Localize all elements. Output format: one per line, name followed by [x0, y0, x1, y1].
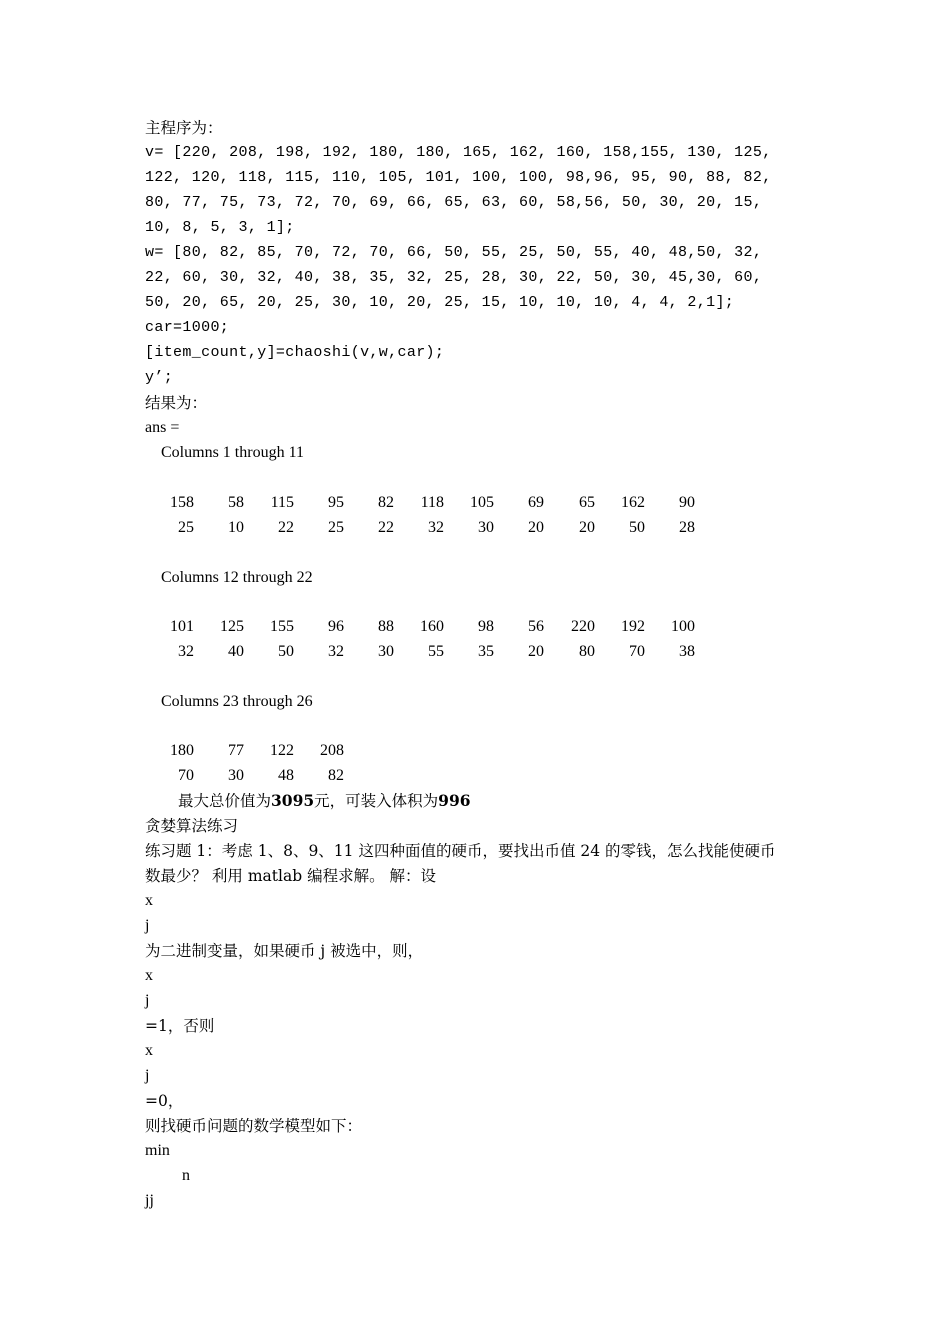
matrix-cell: 220	[571, 618, 595, 635]
matrix-row	[145, 617, 745, 637]
section-title: 贪婪算法练习	[145, 817, 239, 835]
matrix-cell: 65	[579, 494, 595, 511]
summary-prefix: 最大总价值为	[178, 792, 272, 810]
matrix-cell: 69	[528, 494, 544, 511]
matrix-cell: 58	[228, 494, 244, 511]
matrix-cell: 98	[478, 618, 494, 635]
matrix-row	[145, 493, 745, 513]
variable-x: x	[145, 1042, 153, 1059]
matrix-cell: 70	[178, 767, 194, 784]
matrix-cell: 30	[378, 643, 394, 660]
matrix-cell: 95	[328, 494, 344, 511]
matrix-cell: 10	[228, 519, 244, 536]
matrix-cell: 50	[278, 643, 294, 660]
matrix-cell: 125	[220, 618, 244, 635]
body-text: =0，	[145, 1092, 184, 1110]
code-line: 22, 60, 30, 32, 40, 38, 35, 32, 25, 28, 30, 22, 50, 30, 45,30, 60,	[145, 269, 763, 286]
matrix-cell: 55	[428, 643, 444, 660]
matrix-cell: 208	[320, 742, 344, 759]
code-line: 80, 77, 75, 73, 72, 70, 69, 66, 65, 63, 60, 58,56, 50, 30, 20, 15,	[145, 194, 763, 211]
matrix-cell: 160	[420, 618, 444, 635]
matrix-cell: 90	[679, 494, 695, 511]
exercise-text: 数最少？ 利用 matlab 编程求解。 解：设	[145, 867, 436, 885]
columns-header: Columns 12 through 22	[161, 569, 313, 586]
code-line: car=1000;	[145, 319, 230, 336]
matrix-cell: 25	[178, 519, 194, 536]
matrix-cell: 162	[621, 494, 645, 511]
body-text: =1，否则	[145, 1017, 215, 1035]
body-text: 为二进制变量，如果硬币 j 被选中，则，	[145, 942, 424, 960]
matrix-cell: 30	[478, 519, 494, 536]
variable-x: x	[145, 892, 153, 909]
matrix-row	[145, 518, 745, 538]
body-text: 则找硬币问题的数学模型如下：	[145, 1117, 363, 1135]
matrix-cell: 155	[270, 618, 294, 635]
matrix-cell: 180	[170, 742, 194, 759]
matrix-cell: 22	[378, 519, 394, 536]
matrix-cell: 48	[278, 767, 294, 784]
ans-label: ans =	[145, 419, 180, 436]
summary-volume: 996	[438, 791, 471, 810]
matrix-cell: 35	[478, 643, 494, 660]
code-line: 122, 120, 118, 115, 110, 105, 101, 100, 100, 98,96, 95, 90, 88, 82,	[145, 169, 772, 186]
matrix-cell: 101	[170, 618, 194, 635]
matrix-cell: 82	[378, 494, 394, 511]
matrix-cell: 82	[328, 767, 344, 784]
matrix-cell: 38	[679, 643, 695, 660]
matrix-cell: 192	[621, 618, 645, 635]
matrix-cell: 115	[270, 494, 294, 511]
variable-x: x	[145, 967, 153, 984]
matrix-cell: 50	[629, 519, 645, 536]
summary-value: 3095	[271, 791, 315, 810]
min-label: min	[145, 1142, 170, 1159]
code-line: [item_count,y]=chaoshi(v,w,car);	[145, 344, 445, 361]
matrix-cell: 158	[170, 494, 194, 511]
matrix-cell: 70	[629, 643, 645, 660]
variable-subscript-j: j	[145, 992, 150, 1009]
matrix-row	[145, 766, 745, 786]
result-label: 结果为：	[145, 394, 208, 412]
matrix-cell: 56	[528, 618, 544, 635]
matrix-cell: 77	[228, 742, 244, 759]
matrix-cell: 25	[328, 519, 344, 536]
matrix-cell: 32	[428, 519, 444, 536]
matrix-cell: 88	[378, 618, 394, 635]
matrix-cell: 122	[270, 742, 294, 759]
matrix-cell: 100	[671, 618, 695, 635]
matrix-cell: 32	[328, 643, 344, 660]
matrix-cell: 20	[528, 519, 544, 536]
code-line: y’;	[145, 369, 174, 386]
sum-subscript: jj	[145, 1192, 154, 1209]
variable-subscript-j: j	[145, 917, 150, 934]
code-line: v= [220, 208, 198, 192, 180, 180, 165, 162, 160, 158,155, 130, 125,	[145, 144, 772, 161]
matrix-cell: 20	[579, 519, 595, 536]
summary-middle: 元，可装入体积为	[314, 792, 439, 810]
matrix-cell: 32	[178, 643, 194, 660]
matrix-cell: 118	[420, 494, 444, 511]
sum-upper-limit: n	[182, 1167, 190, 1184]
matrix-cell: 30	[228, 767, 244, 784]
matrix-cell: 20	[528, 643, 544, 660]
code-line: 10, 8, 5, 3, 1];	[145, 219, 295, 236]
matrix-cell: 105	[470, 494, 494, 511]
intro-label: 主程序为：	[145, 119, 223, 137]
matrix-cell: 28	[679, 519, 695, 536]
exercise-text: 练习题 1：考虑 1、8、9、11 这四种面值的硬币，要找出币值 24 的零钱，怎么找能使硬币	[145, 842, 776, 860]
matrix-row	[145, 642, 745, 662]
matrix-row	[145, 741, 745, 761]
summary-line	[178, 791, 471, 811]
columns-header: Columns 1 through 11	[161, 444, 304, 461]
matrix-cell: 80	[579, 643, 595, 660]
columns-header: Columns 23 through 26	[161, 693, 313, 710]
matrix-cell: 40	[228, 643, 244, 660]
code-line: w= [80, 82, 85, 70, 72, 70, 66, 50, 55, 25, 50, 55, 40, 48,50, 32,	[145, 244, 763, 261]
variable-subscript-j: j	[145, 1067, 150, 1084]
matrix-cell: 22	[278, 519, 294, 536]
matrix-cell: 96	[328, 618, 344, 635]
code-line: 50, 20, 65, 20, 25, 30, 10, 20, 25, 15, 10, 10, 10, 4, 4, 2,1];	[145, 294, 735, 311]
